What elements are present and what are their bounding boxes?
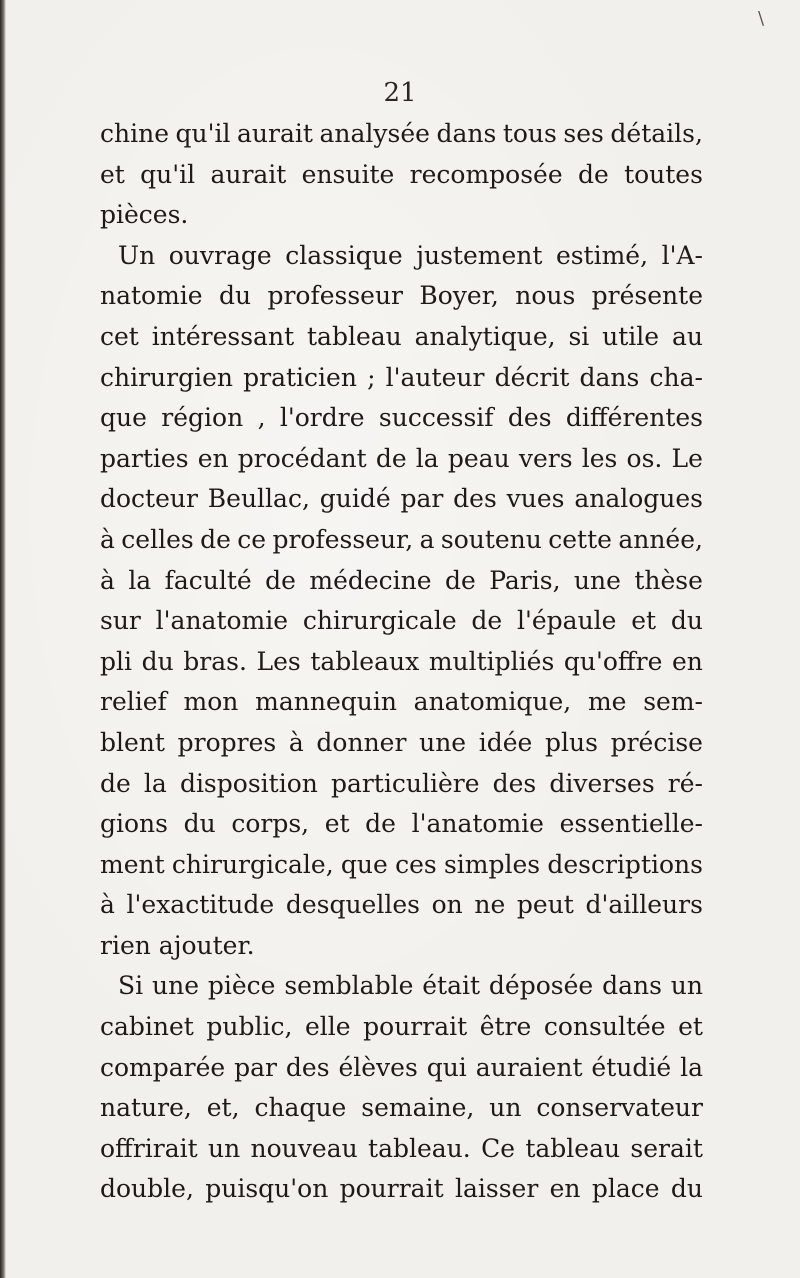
text-line: docteur Beullac, guidé par des vues analogues <box>100 484 703 514</box>
text-line: blent propres à donner une idée plus précise <box>100 727 703 757</box>
text-line: pièces. <box>100 200 189 230</box>
text-line: Un ouvrage classique justement estimé, l'A- <box>118 240 703 270</box>
text-line: Si une pièce semblable était déposée dans un <box>118 971 703 1001</box>
text-line: cet intéressant tableau analytique, si utile au <box>100 321 703 351</box>
text-line: parties en procédant de la peau vers les os. Le <box>100 443 703 473</box>
text-line: rien ajouter. <box>100 930 255 960</box>
text-line: chirurgien praticien ; l'auteur décrit dans cha- <box>100 362 703 392</box>
text-line: double, puisqu'on pourrait laisser en place du <box>100 1174 703 1204</box>
text-line: à la faculté de médecine de Paris, une thèse <box>100 565 703 595</box>
text-line: gions du corps, et de l'anatomie essentielle- <box>100 809 703 839</box>
body-text <box>100 114 703 1210</box>
text-line: que région , l'ordre successif des différentes <box>100 403 703 433</box>
page-number: 21 <box>383 78 417 108</box>
text-line: chine qu'il aurait analysée dans tous ses détails, <box>100 119 703 148</box>
text-line: natomie du professeur Boyer, nous présente <box>100 281 703 311</box>
text-line: nature, et, chaque semaine, un conservateur <box>100 1093 703 1123</box>
text-line: cabinet public, elle pourrait être consultée et <box>100 1012 703 1042</box>
text-line: relief mon mannequin anatomique, me sem- <box>100 687 703 717</box>
text-line: de la disposition particulière des diverses ré- <box>100 768 703 798</box>
text-line: ment chirurgicale, que ces simples descriptions <box>100 849 703 879</box>
text-line: à l'exactitude desquelles on ne peut d'ailleurs <box>100 890 703 920</box>
text-line: et qu'il aurait ensuite recomposée de toutes <box>100 159 703 189</box>
text-line: comparée par des élèves qui auraient étudié la <box>100 1052 703 1082</box>
text-line: à celles de ce professeur, a soutenu cette année, <box>100 524 703 554</box>
corner-mark: \ <box>758 8 765 29</box>
text-line: pli du bras. Les tableaux multipliés qu'offre en <box>100 646 703 676</box>
text-line: offrirait un nouveau tableau. Ce tableau serait <box>100 1133 703 1163</box>
text-line: sur l'anatomie chirurgicale de l'épaule et du <box>100 606 703 636</box>
binding-edge <box>0 0 6 1278</box>
